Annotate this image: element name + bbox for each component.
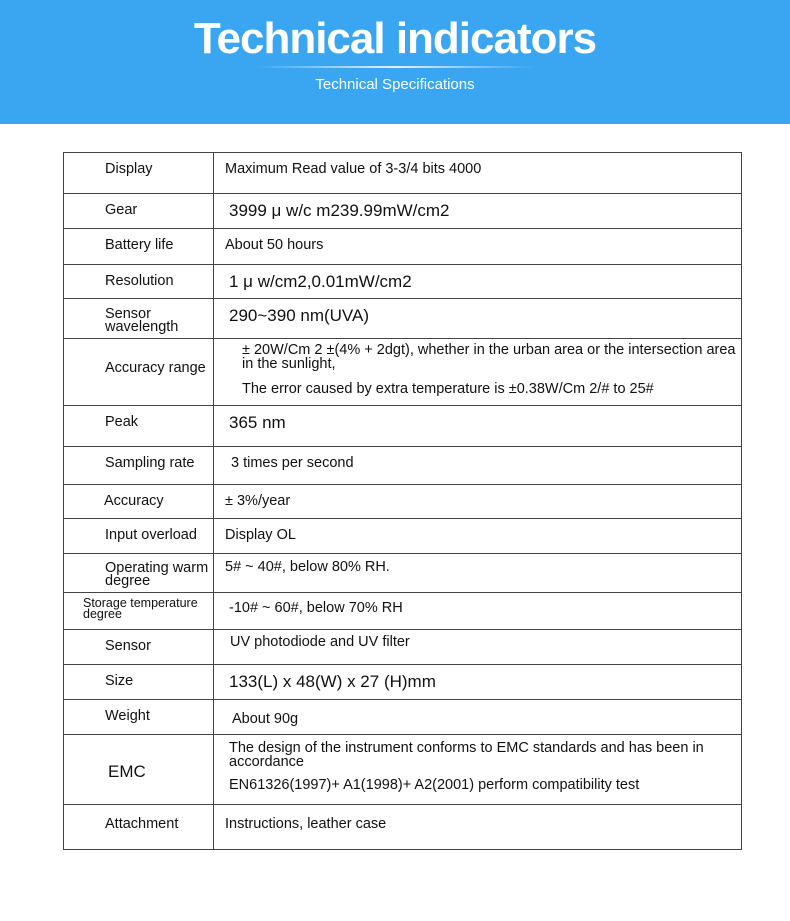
spec-value: -10# ~ 60#, below 70% RH xyxy=(214,593,742,629)
spec-value xyxy=(214,339,742,406)
spec-value xyxy=(214,735,742,804)
spec-row-resolution xyxy=(64,264,742,298)
spec-value-line-2: EN61326(1997)+ A1(1998)+ A2(2001) perform compatibility test xyxy=(229,777,640,794)
page-title: Technical indicators xyxy=(193,14,597,63)
spec-row-accuracy xyxy=(64,484,742,518)
spec-row-input-overload xyxy=(64,519,742,554)
page-subtitle: Technical Specifications xyxy=(315,76,475,93)
spec-row-storage-temp xyxy=(64,593,742,629)
spec-label: EMC xyxy=(64,735,214,804)
spec-value: ± 3%/year xyxy=(214,484,742,518)
spec-table xyxy=(63,152,742,850)
spec-label: Attachment xyxy=(64,804,214,849)
header-divider xyxy=(255,66,535,68)
spec-row-sensor xyxy=(64,629,742,664)
spec-value: About 90g xyxy=(214,700,742,735)
spec-row-emc xyxy=(64,735,742,804)
spec-row-operating-temp xyxy=(64,554,742,593)
spec-row-attachment xyxy=(64,804,742,849)
spec-value-line-2: The error caused by extra temperature is ±0.38W/Cm 2/# to 25# xyxy=(242,381,654,398)
spec-row-battery xyxy=(64,229,742,264)
spec-label: Sensor xyxy=(64,629,214,664)
spec-value: 5# ~ 40#, below 80% RH. xyxy=(214,554,742,593)
spec-label: Storage temperature degree xyxy=(64,593,214,629)
spec-label: Sensor wavelength xyxy=(64,298,214,338)
spec-value-line-1: The design of the instrument conforms to EMC standards and has been in accordance xyxy=(229,740,704,771)
spec-label: Size xyxy=(64,664,214,699)
spec-label: Accuracy range xyxy=(64,339,214,406)
header-banner xyxy=(0,0,790,124)
spec-label: Accuracy xyxy=(64,484,214,518)
spec-value: 3 times per second xyxy=(214,446,742,484)
spec-label: Input overload xyxy=(64,519,214,554)
spec-value: 365 nm xyxy=(214,406,742,446)
spec-row-gear xyxy=(64,194,742,229)
spec-value: Display OL xyxy=(214,519,742,554)
spec-label: Operating warm degree xyxy=(64,554,214,593)
spec-value: UV photodiode and UV filter xyxy=(214,629,742,664)
spec-label: Weight xyxy=(64,700,214,735)
spec-label: Battery life xyxy=(64,229,214,264)
spec-value: Maximum Read value of 3-3/4 bits 4000 xyxy=(214,153,742,194)
spec-row-peak xyxy=(64,406,742,446)
spec-label: Resolution xyxy=(64,264,214,298)
spec-label: Display xyxy=(64,153,214,194)
spec-label: Gear xyxy=(64,194,214,229)
spec-value: About 50 hours xyxy=(214,229,742,264)
spec-value: 1 μ w/cm2,0.01mW/cm2 xyxy=(214,264,742,298)
spec-row-size xyxy=(64,664,742,699)
spec-row-weight xyxy=(64,700,742,735)
spec-value-line-1: ± 20W/Cm 2 ±(4% + 2dgt), whether in the urban area or the intersection area in the sunlight, xyxy=(242,342,736,373)
spec-value: 290~390 nm(UVA) xyxy=(214,298,742,338)
spec-value: 3999 μ w/c m239.99mW/cm2 xyxy=(214,194,742,229)
spec-value: Instructions, leather case xyxy=(214,804,742,849)
spec-row-accuracy-range xyxy=(64,339,742,406)
spec-row-sampling-rate xyxy=(64,446,742,484)
spec-row-sensor-wavelength xyxy=(64,298,742,338)
spec-value: 133(L) x 48(W) x 27 (H)mm xyxy=(214,664,742,699)
spec-label: Sampling rate xyxy=(64,446,214,484)
spec-row-display xyxy=(64,153,742,194)
spec-label: Peak xyxy=(64,406,214,446)
